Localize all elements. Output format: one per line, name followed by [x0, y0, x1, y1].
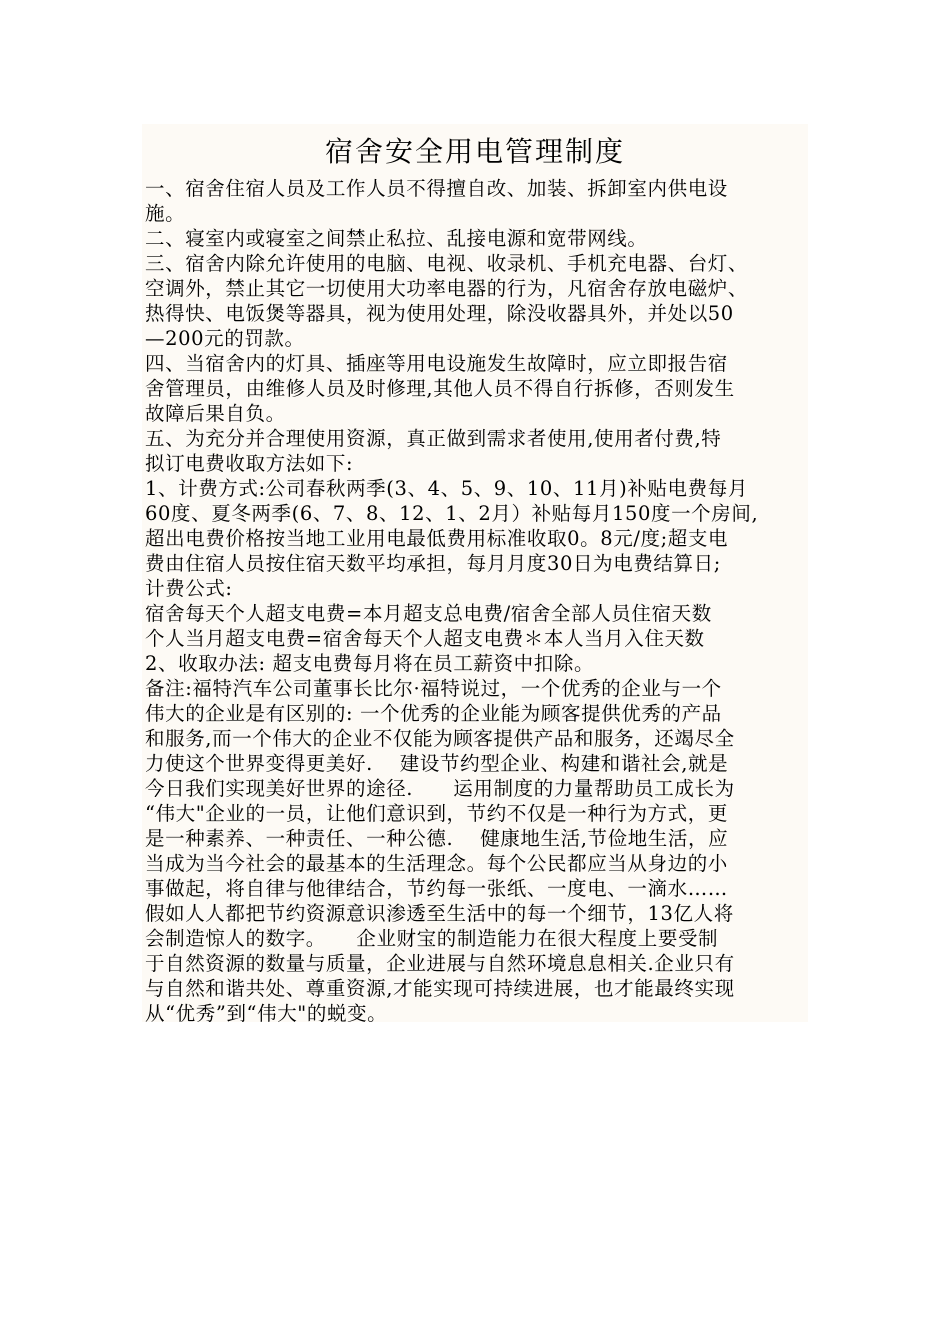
text-line: 从“优秀”到“伟大"的蜕变。	[145, 1002, 388, 1025]
text-line: 拟订电费收取方法如下:	[145, 452, 354, 475]
text-line: 事做起，将自律与他律结合，节约每一张纸、一度电、一滴水……	[145, 877, 728, 900]
text-line: “伟大"企业的一员，让他们意识到，节约不仅是一种行为方式，更	[145, 802, 728, 825]
text-line: 2、收取办法: 超支电费每月将在员工薪资中扣除。	[145, 652, 595, 675]
text-line: 二、寝室内或寝室之间禁止私拉、乱接电源和宽带网线。	[145, 227, 648, 250]
text-line: 于自然资源的数量与质量，企业进展与自然环境息息相关.企业只有	[145, 952, 735, 975]
text-line: 费由住宿人员按住宿天数平均承担，每月月度30日为电费结算日;	[145, 552, 721, 575]
text-line: 假如人人都把节约资源意识渗透至生活中的每一个细节，13亿人将	[145, 902, 734, 925]
text-line: 1、计费方式:公司春秋两季(3、4、5、9、10、11月)补贴电费每月	[145, 477, 748, 500]
text-line: 空调外，禁止其它一切使用大功率电器的行为，凡宿舍存放电磁炉、	[145, 277, 749, 300]
text-line: 五、为充分并合理使用资源，真正做到需求者使用,使用者付费,特	[145, 427, 722, 450]
text-line: 舍管理员，由维修人员及时修理,其他人员不得自行拆修，否则发生	[145, 377, 735, 400]
text-line: 和服务,而一个伟大的企业不仅能为顾客提供产品和服务，还竭尽全	[145, 727, 735, 750]
text-line: 四、当宿舍内的灯具、插座等用电设施发生故障时，应立即报告宿	[145, 352, 728, 375]
text-line: 力使这个世界变得更美好. 建设节约型企业、构建和谐社会,就是	[145, 752, 729, 775]
text-line: 备注:福特汽车公司董事长比尔·福特说过，一个优秀的企业与一个	[145, 677, 722, 700]
text-line: 是一种素养、一种责任、一种公德. 健康地生活,节俭地生活，应	[145, 827, 729, 850]
text-line: 三、宿舍内除允许使用的电脑、电视、收录机、手机充电器、台灯、	[145, 252, 749, 275]
text-line: 当成为当今社会的最基本的生活理念。每个公民都应当从身边的小	[145, 852, 728, 875]
document-page	[142, 124, 808, 1025]
text-line: 会制造惊人的数字。 企业财宝的制造能力在很大程度上要受制	[145, 927, 719, 950]
text-line: 个人当月超支电费=宿舍每天个人超支电费＊本人当月入住天数	[145, 627, 705, 650]
text-line: 故障后果自负。	[145, 402, 286, 425]
text-line: 宿舍每天个人超支电费=本月超支总电费/宿舍全部人员住宿天数	[145, 602, 712, 625]
text-line: 热得快、电饭煲等器具，视为使用处理，除没收器具外，并处以50	[145, 302, 734, 325]
text-line: 一、宿舍住宿人员及工作人员不得擅自改、加装、拆卸室内供电设	[145, 177, 728, 200]
text-line: 今日我们实现美好世界的途径. 运用制度的力量帮助员工成长为	[145, 777, 735, 800]
text-line: 伟大的企业是有区别的: 一个优秀的企业能为顾客提供优秀的产品	[145, 702, 722, 725]
document-body	[145, 176, 807, 1026]
document-title: 宿舍安全用电管理制度	[324, 135, 625, 168]
text-line: 施。	[145, 202, 186, 225]
text-line: —200元的罚款。	[145, 327, 305, 350]
text-line: 与自然和谐共处、尊重资源,才能实现可持续进展，也才能最终实现	[145, 977, 735, 1000]
text-line: 计费公式:	[145, 577, 233, 600]
text-line: 60度、夏冬两季(6、7、8、12、1、2月）补贴每月150度一个房间,	[145, 502, 759, 525]
text-line: 超出电费价格按当地工业用电最低费用标准收取0。8元/度;超支电	[145, 527, 729, 550]
